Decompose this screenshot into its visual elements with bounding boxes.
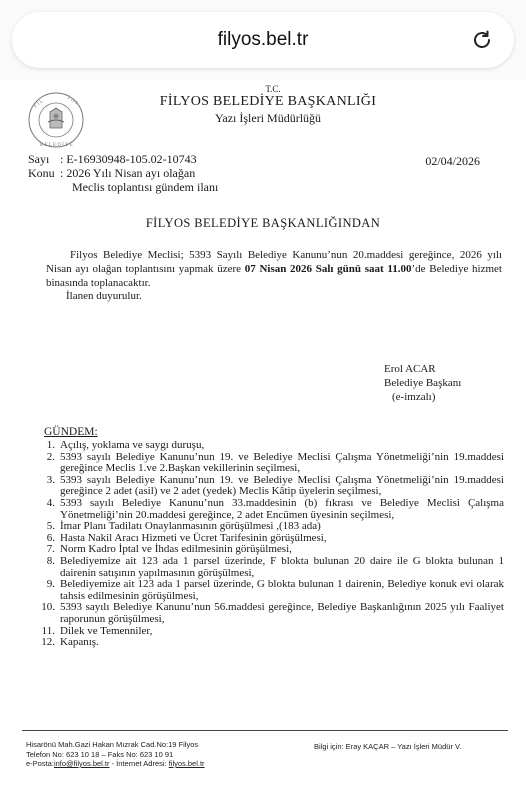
signature-note: (e-imzalı) (392, 391, 436, 403)
agenda-item-number: 5. (46, 520, 55, 533)
agenda-item (40, 637, 504, 649)
agenda-item (40, 626, 504, 638)
agenda-item-text: İmar Planı Tadilatı Onaylanmasının görüşülmesi ,(183 ada) (60, 520, 321, 533)
tc-label: T.C. (265, 84, 281, 94)
agenda-item-number: 6. (46, 531, 55, 544)
agenda-item-number: 1. (46, 439, 55, 451)
agenda-item-text: Dilek ve Temenniler, (60, 624, 153, 637)
footer-phone: Telefon No: 623 10 18 – Faks No: 623 10 91 (26, 749, 174, 759)
email-link[interactable]: info@filyos.bel.tr (53, 759, 110, 768)
konu-row-2 (72, 180, 218, 195)
agenda-item (40, 440, 504, 452)
document-page (0, 80, 526, 811)
announcement-heading: FİLYOS BELEDİYE BAŞKANLIĞINDAN (145, 216, 381, 230)
email-prefix: e-Posta: (26, 759, 54, 768)
konu-row (28, 166, 195, 181)
agenda-item-number: 10. (41, 601, 55, 614)
sayi-label: Sayı (28, 152, 50, 166)
agenda-item (40, 452, 504, 475)
konu-value-2: Meclis toplantısı gündem ilanı (72, 180, 219, 194)
agenda-item-number: 2. (46, 450, 55, 463)
agenda-item-number: 4. (46, 496, 55, 509)
address-bar[interactable] (12, 12, 514, 68)
announcement-body (46, 248, 502, 290)
agenda-item-number: 11. (41, 624, 55, 637)
agenda-item-text: Açılış, yoklama ve saygı duruşu, (60, 439, 205, 451)
agenda-item-text: 5393 sayılı Belediye Kanunu’nun 19. ve Belediye Meclisi Çalışma Yönetmeliği’nin 19.maddesi gereğince 2 adet (asil) ve 2 adet (yedek) Meclis Kâtip üyelerin seçilmesi, (60, 473, 504, 498)
meeting-datetime: 07 Nisan 2026 Salı günü saat 11.00 (244, 263, 412, 275)
body-text-2: ’de Belediye hizmet binasında toplanacaktır. (46, 263, 502, 289)
signatory-title: Belediye Başkanı (384, 377, 462, 389)
agenda-item-text: Kapanış. (60, 636, 99, 649)
agenda-item-text: Belediyemize ait 123 ada 1 parsel üzerinde, G blokta bulunan 1 dairenin, Belediye konuk evi olarak tahsis edilmesinin görüşülmesi, (60, 578, 504, 602)
agenda-item-text: 5393 sayılı Belediye Kanunu’nun 33.maddesinin (b) fıkrası ve Belediye Meclisi Çalışma Yönetmeliği’nin 20.maddesi gereğince, 2 adet Encümen üyesinin seçilmesi, (60, 496, 504, 521)
agenda-item-text: Norm Kadro İptal ve İhdas edilmesinin görüşülmesi, (60, 543, 292, 556)
municipality-title: FİLYOS BELEDİYE BAŞKANLIĞI (159, 94, 377, 109)
agenda-item-number: 8. (46, 554, 55, 567)
agenda-item-number: 3. (46, 473, 55, 486)
web-prefix: - İnternet Adresi: (109, 759, 169, 768)
agenda-item (40, 602, 504, 625)
agenda-item-text: 5393 sayılı Belediye Kanunu’nun 19. ve Belediye Meclisi Çalışma Yönetmeliği’nin 19.maddesi gereğince Meclis 1.ve 2.Başkan vekillerinin seçilmesi, (60, 450, 504, 475)
agenda-item-text: Hasta Nakil Aracı Hizmeti ve Ücret Tarifesinin görüşülmesi, (60, 531, 327, 544)
body-text-1: Filyos Belediye Meclisi; 5393 Sayılı Belediye Kanunu’nun 20.maddesi gereğince, 2026 yılı Nisan ayı olağan toplantısını yapmak üzere (46, 249, 502, 275)
agenda-item (40, 556, 504, 579)
document-date: 02/04/2026 (425, 154, 480, 168)
footer-info: Bilgi için: Eray KAÇAR – Yazı İşleri Müdür V. (314, 742, 462, 751)
svg-text:Y O S: Y O S (65, 95, 79, 107)
directorate-title: Yazı İşleri Müdürlüğü (214, 111, 322, 125)
footer-web-row (26, 759, 205, 769)
agenda-item (40, 475, 504, 498)
svg-text:F İ L: F İ L (33, 99, 45, 110)
footer-address: Hisarönü Mah.Gazi Hakan Mızrak Cad.No:19 Filyos (26, 740, 199, 749)
agenda-item-number: 9. (46, 578, 55, 591)
konu-label: Konu (28, 166, 55, 180)
agenda-item (40, 579, 504, 602)
browser-toolbar (0, 0, 526, 80)
agenda-item-text: 5393 sayılı Belediye Kanunu’nun 56.maddesi gereğince, Belediye Başkanlığının 2025 yılı Faaliyet raporunun görüşülmesi, (60, 601, 504, 625)
announce-text: İlanen duyurulur. (66, 290, 142, 302)
svg-text:B E L E D İ Y E: B E L E D İ Y E (40, 143, 73, 148)
web-link[interactable]: filyos.bel.tr (168, 759, 205, 768)
url-text[interactable]: filyos.bel.tr (217, 29, 309, 50)
reload-icon[interactable] (470, 28, 494, 52)
agenda-item (40, 498, 504, 521)
agenda-item-number: 12. (41, 636, 55, 649)
agenda-item (40, 521, 504, 533)
agenda-list (40, 440, 504, 649)
signatory-name: Erol ACAR (384, 363, 436, 375)
footer-divider (22, 730, 508, 731)
agenda-item-number: 7. (46, 543, 55, 556)
agenda-title: GÜNDEM: (44, 426, 98, 438)
konu-value: : 2026 Yılı Nisan ayı olağan (60, 166, 196, 180)
footer-contact (26, 740, 205, 769)
agenda-item-text: Belediyemize ait 123 ada 1 parsel üzerinde, F blokta bulunan 20 daire ile G blokta bulunan 1 dairenin satışının yapılmasının görüşülmesi, (60, 554, 504, 579)
sayi-row (28, 152, 197, 167)
sayi-value: : E-16930948-105.02-10743 (60, 152, 197, 166)
